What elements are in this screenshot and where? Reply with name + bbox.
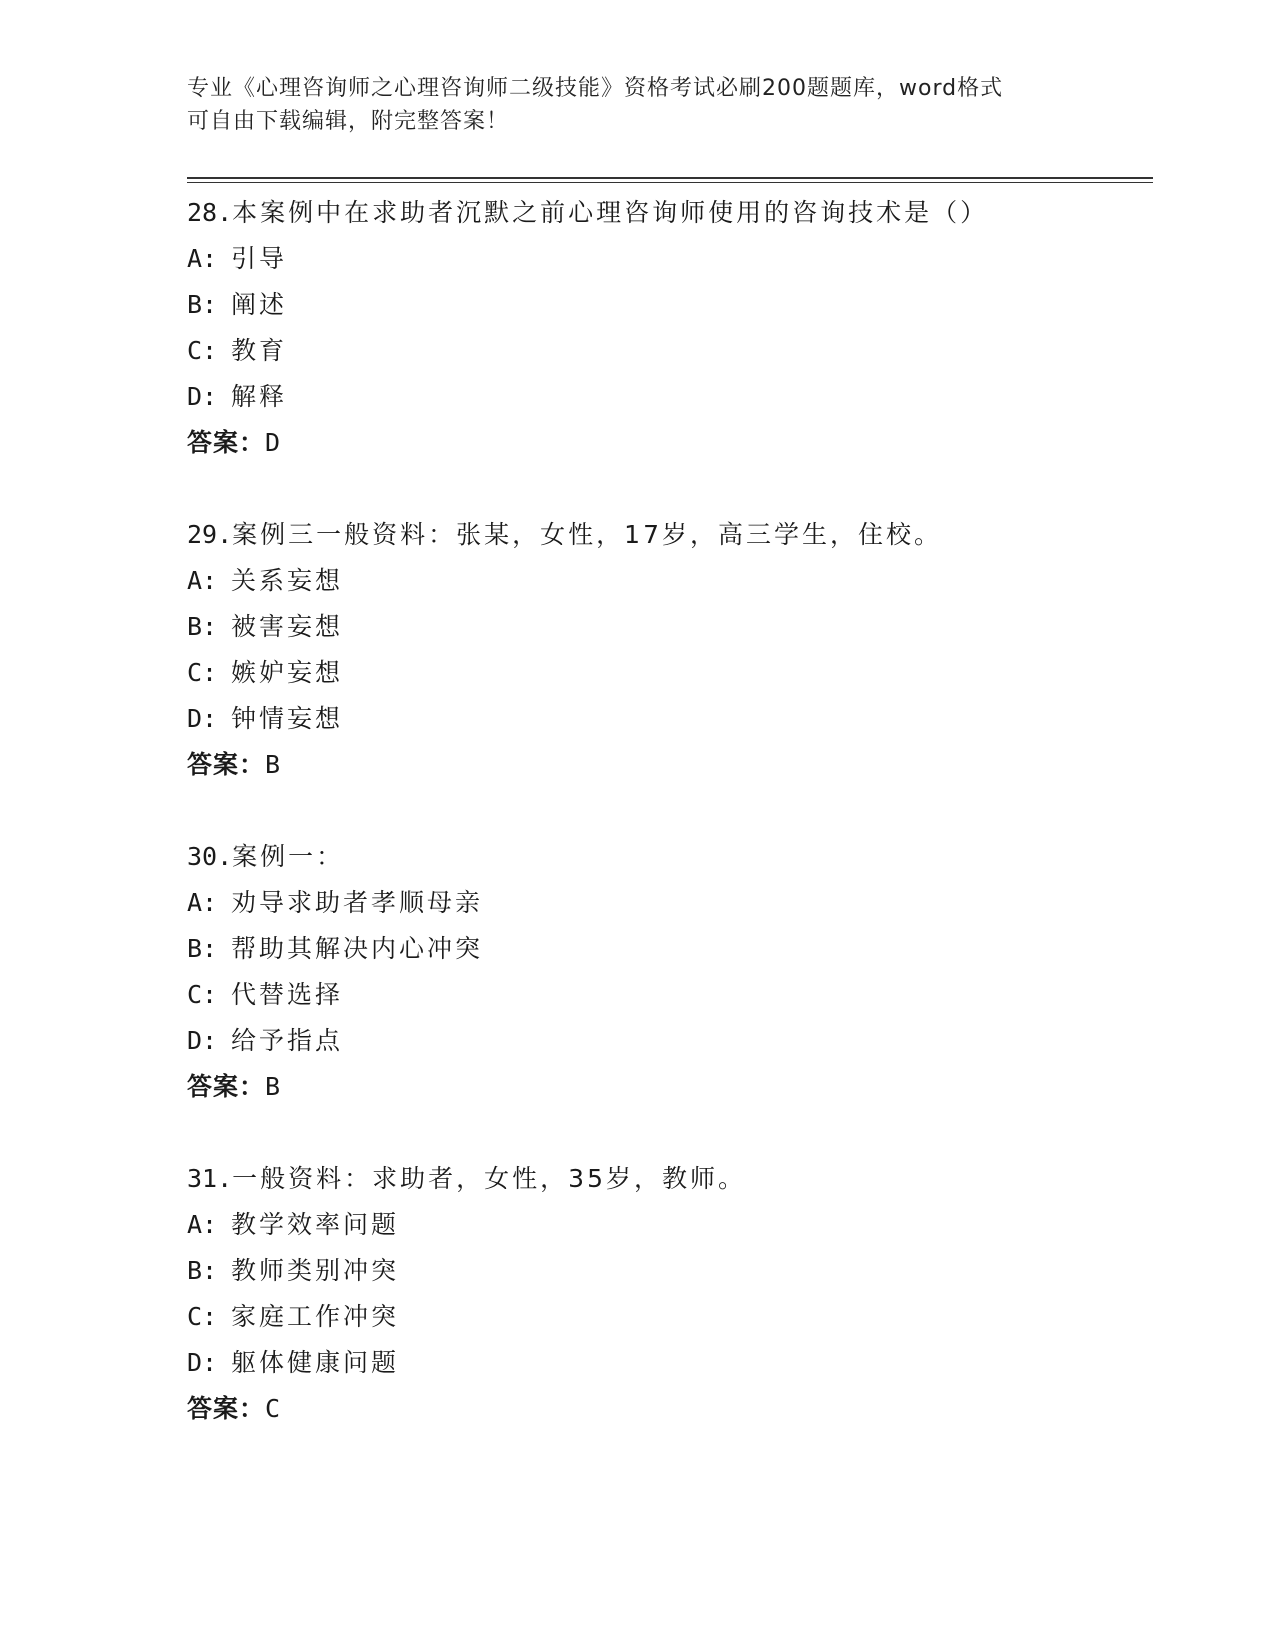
option-letter: A: (187, 244, 218, 273)
option-a (187, 236, 1147, 282)
header-line-1: 专业《心理咨询师之心理咨询师二级技能》资格考试必刷200题题库，word格式 (187, 76, 1004, 101)
answer-line (187, 742, 1147, 788)
answer-label: 答案： (187, 1394, 266, 1423)
option-b (187, 926, 1147, 972)
question-number: 29. (187, 520, 233, 549)
option-text: 阐述 (231, 290, 288, 319)
answer-value: D (265, 428, 282, 457)
option-letter: A: (187, 888, 218, 917)
answer-value: B (265, 750, 282, 779)
document-header (187, 72, 1087, 138)
option-c (187, 1294, 1147, 1340)
option-b (187, 604, 1147, 650)
option-text: 解释 (231, 382, 288, 411)
option-letter: A: (187, 1210, 218, 1239)
option-c (187, 328, 1147, 374)
answer-label: 答案： (187, 1072, 266, 1101)
answer-value: B (265, 1072, 282, 1101)
option-text: 钟情妄想 (231, 704, 344, 733)
question-title (187, 1156, 1147, 1202)
option-letter: A: (187, 566, 218, 595)
option-d (187, 1018, 1147, 1064)
option-b (187, 1248, 1147, 1294)
option-a (187, 558, 1147, 604)
question-title (187, 512, 1147, 558)
question-text: 案例一： (232, 842, 345, 871)
answer-line (187, 420, 1147, 466)
option-letter: D: (187, 382, 218, 411)
option-letter: C: (187, 980, 218, 1009)
option-letter: B: (187, 612, 218, 641)
option-text: 教育 (231, 336, 288, 365)
answer-label: 答案： (187, 428, 266, 457)
option-letter: C: (187, 336, 218, 365)
option-letter: D: (187, 704, 218, 733)
header-divider (187, 177, 1153, 183)
option-text: 家庭工作冲突 (231, 1302, 400, 1331)
option-c (187, 972, 1147, 1018)
option-text: 关系妄想 (231, 566, 344, 595)
option-letter: B: (187, 934, 218, 963)
question-31 (187, 1156, 1147, 1432)
question-number: 31. (187, 1164, 233, 1193)
question-text: 本案例中在求助者沉默之前心理咨询师使用的咨询技术是（） (232, 198, 989, 227)
option-letter: C: (187, 658, 218, 687)
option-text: 被害妄想 (231, 612, 344, 641)
question-text: 案例三一般资料：张某，女性，17岁，高三学生，住校。 (232, 520, 942, 549)
option-text: 给予指点 (231, 1026, 344, 1055)
question-text: 一般资料：求助者，女性，35岁，教师。 (232, 1164, 746, 1193)
option-d (187, 696, 1147, 742)
option-text: 劝导求助者孝顺母亲 (231, 888, 484, 917)
option-text: 引导 (231, 244, 288, 273)
question-29 (187, 512, 1147, 788)
option-text: 嫉妒妄想 (231, 658, 344, 687)
option-letter: C: (187, 1302, 218, 1331)
answer-line (187, 1386, 1147, 1432)
option-d (187, 374, 1147, 420)
option-text: 教学效率问题 (231, 1210, 400, 1239)
option-letter: D: (187, 1026, 218, 1055)
question-number: 30. (187, 842, 233, 871)
option-c (187, 650, 1147, 696)
option-d (187, 1340, 1147, 1386)
question-title (187, 190, 1147, 236)
option-text: 躯体健康问题 (231, 1348, 400, 1377)
question-list (187, 190, 1147, 1478)
answer-value: C (265, 1394, 282, 1423)
answer-label: 答案： (187, 750, 266, 779)
option-letter: D: (187, 1348, 218, 1377)
option-text: 教师类别冲突 (231, 1256, 400, 1285)
question-30 (187, 834, 1147, 1110)
option-b (187, 282, 1147, 328)
option-a (187, 880, 1147, 926)
question-28 (187, 190, 1147, 466)
option-text: 帮助其解决内心冲突 (231, 934, 484, 963)
option-text: 代替选择 (231, 980, 344, 1009)
question-number: 28. (187, 198, 233, 227)
option-a (187, 1202, 1147, 1248)
answer-line (187, 1064, 1147, 1110)
question-title (187, 834, 1147, 880)
option-letter: B: (187, 1256, 218, 1285)
header-line-2: 可自由下载编辑，附完整答案！ (187, 109, 510, 134)
option-letter: B: (187, 290, 218, 319)
